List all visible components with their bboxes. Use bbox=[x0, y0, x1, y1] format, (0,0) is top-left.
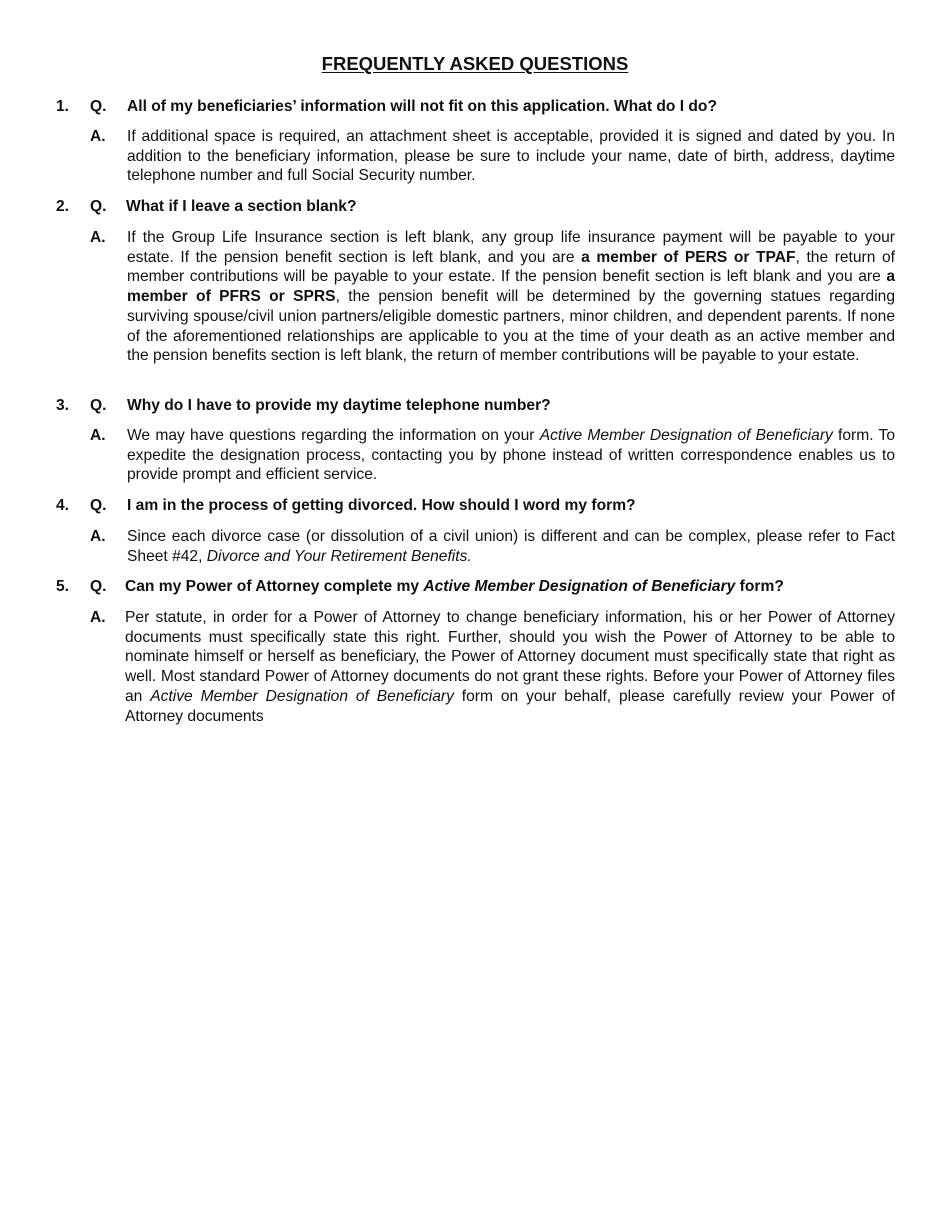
faq-number: 4. bbox=[56, 497, 70, 514]
answer-label: A. bbox=[90, 229, 106, 246]
faq-number: 3. bbox=[56, 397, 70, 414]
faq-answer: If additional space is required, an attachment sheet is acceptable, provided it is signed and dated by you. In addition to the beneficiary information, please be sure to include your name, date of birth, address, daytime telephone number and full Social Security number. bbox=[127, 128, 895, 185]
answer-text: If the Group Life Insurance section is left blank, any group life insurance payment will be payable to your estate. If the pension benefit section is left blank, and you are bbox=[127, 229, 895, 266]
page-title: FREQUENTLY ASKED QUESTIONS bbox=[321, 53, 629, 74]
answer-text: We may have questions regarding the information on your bbox=[127, 427, 540, 444]
answer-emphasis: a member of PERS or TPAF bbox=[581, 248, 796, 266]
answer-text: Since each divorce case (or dissolution of a civil union) is different and can be complex, please refer to Fact Sheet #42, bbox=[127, 528, 895, 565]
question-text: Can my Power of Attorney complete my bbox=[125, 578, 424, 595]
faq-answer bbox=[127, 426, 895, 485]
fact-sheet-title-italic: Divorce and Your Retirement Benefits. bbox=[206, 547, 472, 565]
answer-text: Per statute, in order for a Power of Attorney to change beneficiary information, his or her Power of Attorney documents must specifically state this right. Further, should you wish the Power of Attorney to be able to nominate himself or herself as beneficiary, the Power of Attorney document must specifically state that right as well. Most standard Power of Attorney documents do not grant these rights. Before your Power of Attorney files an bbox=[125, 609, 895, 705]
faq-question: I am in the process of getting divorced. How should I word my form? bbox=[127, 497, 636, 514]
answer-label: A. bbox=[90, 128, 106, 145]
faq-number: 1. bbox=[56, 98, 70, 115]
question-label: Q. bbox=[90, 198, 107, 215]
answer-label: A. bbox=[90, 427, 106, 444]
faq-question: Why do I have to provide my daytime telephone number? bbox=[127, 397, 551, 414]
form-title-italic: Active Member Designation of Beneficiary bbox=[539, 427, 833, 444]
faq-question: What if I leave a section blank? bbox=[126, 198, 357, 215]
question-label: Q. bbox=[90, 497, 107, 514]
answer-emphasis: a member of PFRS or SPRS bbox=[127, 268, 895, 306]
answer-label: A. bbox=[90, 528, 106, 545]
question-text: form? bbox=[735, 578, 784, 595]
answer-label: A. bbox=[90, 609, 106, 626]
answer-text: , the return of member contributions will be payable to your estate. If the pension benefit section is left blank and you are bbox=[127, 248, 895, 286]
faq-question: All of my beneficiaries’ information will not fit on this application. What do I do? bbox=[127, 98, 717, 115]
question-label: Q. bbox=[90, 397, 107, 414]
faq-answer bbox=[127, 228, 895, 366]
question-label: Q. bbox=[90, 578, 107, 595]
faq-number: 2. bbox=[56, 198, 70, 215]
answer-text: , the pension benefit will be determined by the governing statues regarding surviving spouse/civil union partners/eligible domestic partners, minor children, and dependent parents. If none of the aforementioned relationships are applicable to you at the time of your death as an active member and the pension benefits section is left blank, the return of member contributions will be payable to your estate. bbox=[127, 288, 895, 365]
form-title-italic: Active Member Designation of Beneficiary bbox=[150, 687, 454, 705]
question-label: Q. bbox=[90, 98, 107, 115]
answer-text: form on your behalf, please carefully review your Power of Attorney documents bbox=[125, 687, 895, 725]
faq-answer bbox=[125, 608, 895, 726]
faq-answer bbox=[127, 527, 895, 566]
form-title-italic: Active Member Designation of Beneficiary bbox=[423, 578, 736, 595]
faq-number: 5. bbox=[56, 578, 70, 595]
faq-question bbox=[125, 577, 905, 597]
answer-text: form. To expedite the designation process, contacting you by phone instead of written correspondence enables us to provide prompt and efficient service. bbox=[127, 427, 896, 484]
